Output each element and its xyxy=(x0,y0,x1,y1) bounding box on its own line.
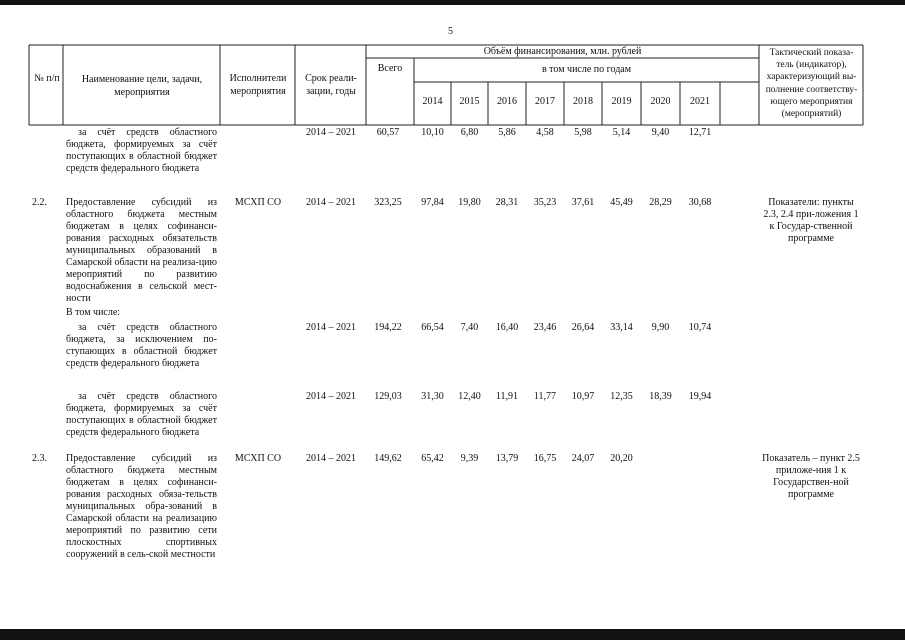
header-year: 2016 xyxy=(497,96,517,107)
row-name: за счёт средств областного бюджета, формируемых за счёт поступающих в областной бюджет средств федерального бюджета xyxy=(66,391,217,438)
row-executor: МСХП СО xyxy=(234,453,282,464)
page-number: 5 xyxy=(448,26,453,37)
row-year-value: 24,07 xyxy=(571,453,595,464)
row-year-value: 97,84 xyxy=(421,197,444,208)
row-year-value: 11,77 xyxy=(533,391,557,402)
header-col-by-years: в том числе по годам xyxy=(541,64,632,75)
row-indicator: Показатель – пункт 2.5 приложе-ния 1 к Государствен-ной программе xyxy=(762,453,860,500)
row-year-value: 5,98 xyxy=(574,127,592,138)
row-number: 2.2. xyxy=(32,197,47,208)
header-col-name: Наименование цели, задачи, мероприятия xyxy=(81,74,203,98)
row-year-value: 10,74 xyxy=(688,322,712,333)
row-year-value: 11,91 xyxy=(495,391,519,402)
row-year-value: 20,20 xyxy=(610,453,633,464)
row-year-value: 35,23 xyxy=(533,197,557,208)
header-year: 2015 xyxy=(459,96,480,107)
row-term: 2014 – 2021 xyxy=(306,197,356,208)
header-col-executor: Исполнители мероприятия xyxy=(229,73,287,97)
row-year-value: 19,94 xyxy=(688,391,712,402)
row-total: 129,03 xyxy=(374,391,402,402)
row-year-value: 45,49 xyxy=(610,197,633,208)
row-year-value: 12,35 xyxy=(610,391,633,402)
header-year: 2018 xyxy=(573,96,593,107)
header-col-num: № п/п xyxy=(34,73,60,84)
row-year-value: 9,39 xyxy=(460,453,479,464)
row-year-value: 7,40 xyxy=(460,322,479,333)
row-year-value: 19,80 xyxy=(458,197,481,208)
row-year-value: 16,75 xyxy=(533,453,557,464)
row-year-value: 26,64 xyxy=(571,322,595,333)
row-total: 194,22 xyxy=(374,322,402,333)
row-name: за счёт средств областного бюджета, за исключением по-ступающих в областной бюджет средств федерального бюджета xyxy=(66,322,217,369)
header-col-term: Срок реали-зации, годы xyxy=(305,73,357,97)
row-year-value: 12,40 xyxy=(458,391,481,402)
row-year-value: 65,42 xyxy=(421,453,444,464)
row-total: 60,57 xyxy=(376,127,400,138)
row-name: за счёт средств областного бюджета, формируемых за счёт поступающих в областной бюджет средств федерального бюджета xyxy=(66,127,217,174)
row-year-value: 5,14 xyxy=(612,127,631,138)
row-year-value: 33,14 xyxy=(610,322,633,333)
row-total: 323,25 xyxy=(374,197,402,208)
row-year-value: 37,61 xyxy=(571,197,595,208)
header-col-total: Всего xyxy=(377,63,403,74)
row-year-value: 9,40 xyxy=(651,127,670,138)
row-year-value: 5,86 xyxy=(498,127,516,138)
header-col-funding: Объём финансирования, млн. рублей xyxy=(483,46,642,57)
row-year-value: 9,90 xyxy=(651,322,670,333)
row-executor: МСХП СО xyxy=(234,197,282,208)
row-year-value: 10,10 xyxy=(421,127,444,138)
row-year-value: 13,79 xyxy=(495,453,519,464)
row-term: 2014 – 2021 xyxy=(306,127,356,138)
header-year: 2014 xyxy=(422,96,443,107)
row-year-value: 23,46 xyxy=(533,322,557,333)
row-term: 2014 – 2021 xyxy=(306,322,356,333)
row-year-value: 4,58 xyxy=(536,127,554,138)
row-number: 2.3. xyxy=(32,453,47,464)
row-year-value: 12,71 xyxy=(688,127,712,138)
row-year-value: 30,68 xyxy=(688,197,712,208)
row-total: 149,62 xyxy=(374,453,402,464)
row-year-value: 28,31 xyxy=(495,197,519,208)
row-year-value: 16,40 xyxy=(495,322,519,333)
header-year: 2020 xyxy=(650,96,671,107)
row-term: 2014 – 2021 xyxy=(306,453,356,464)
header-year: 2017 xyxy=(535,96,555,107)
top-scan-border xyxy=(0,0,905,5)
row-term: 2014 – 2021 xyxy=(306,391,356,402)
row-year-value: 28,29 xyxy=(649,197,672,208)
row-year-value: 6,80 xyxy=(460,127,479,138)
row-year-value: 18,39 xyxy=(649,391,672,402)
row-name: В том числе: xyxy=(66,307,121,318)
bottom-scan-border xyxy=(0,629,905,640)
row-year-value: 66,54 xyxy=(421,322,444,333)
header-col-indicator: Тактический показа-тель (индикатор), характеризующий вы-полнение соответству-ющего мероприятия (мероприятий) xyxy=(765,48,858,120)
row-name: Предоставление субсидий из областного бюджета местным бюджетам в целях софинанси-рования расходных обяза-тельств муниципальных обра-зований в Самарской области на реализацию мероприятий по развитию сети плоскостных спортивных сооружений в сель-ской местности xyxy=(66,453,217,560)
header-year: 2019 xyxy=(611,96,632,107)
header-year: 2021 xyxy=(690,96,710,107)
row-name: Предоставление субсидий из областного бюджета местным бюджетам в целях софинанси-рования расходных обязательств муниципальных образований в Самарской области на реализа-цию мероприятий по развитию водоснабжения в сельской мест-ности xyxy=(66,197,217,304)
row-indicator: Показатели: пункты 2.3, 2.4 при-ложения 1 к Государ-ственной программе xyxy=(763,197,859,244)
row-year-value: 31,30 xyxy=(421,391,444,402)
row-year-value: 10,97 xyxy=(571,391,595,402)
